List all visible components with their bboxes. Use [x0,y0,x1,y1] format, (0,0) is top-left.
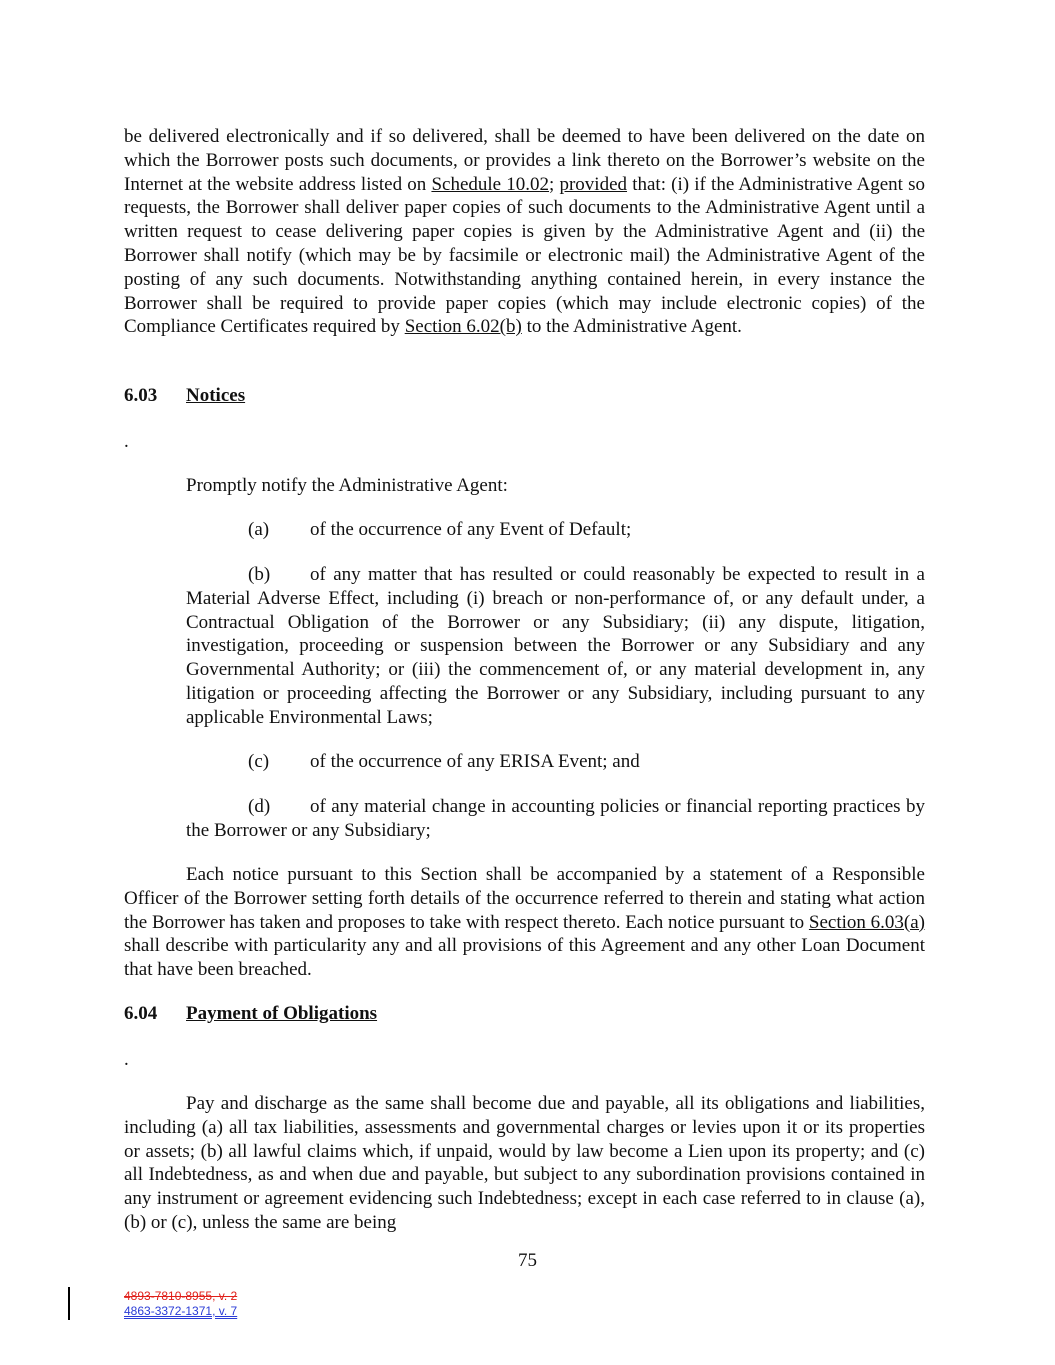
list-item-label: (d) [248,796,271,817]
inserted-document-id: 4863-3372-1371, v. 7 [124,1304,238,1318]
list-item-a [248,518,631,542]
section-title: Notices [186,385,246,406]
notices-lead-sentence: Promptly notify the Administrative Agent: [186,475,508,496]
payment-obligations-paragraph: Pay and discharge as the same shall become due and payable, all its obligations and liabilities, including (a) all tax liabilities, assessments and governmental charges or levies upon it or its properties or assets; (b) all lawful claims which, if unpaid, would by law become a Lien upon its property; and (c) all Indebtedness, as and when due and payable, but subject to any subordination provisions contained in any instrument or agreement evidencing such Indebtedness; except in each case referred to in clause (a), (b) or (c), unless the same are being [124,1093,925,1233]
section-heading-6-04 [124,1002,377,1026]
section-title: Payment of Obligations [186,1003,378,1024]
list-item-c [248,750,640,774]
section-number: 6.03 [124,385,158,406]
schedule-reference: Schedule 10.02 [431,173,550,195]
list-item-text: of any material change in accounting policies or financial reporting practices by the Borrower or any Subsidiary; [186,796,925,841]
list-item-d [186,795,925,843]
closing-text-1: Each notice pursuant to this Section shall be accompanied by a statement of a Responsible Officer of the Borrower setting forth details of the occurrence referred to therein and stating what action the Borrower has taken and proposes to take with respect thereto. Each notice pursuant to [124,864,925,933]
notices-closing-paragraph [124,863,925,982]
section-reference-602b: Section 6.02(b) [404,316,522,338]
provided-term: provided [559,173,628,195]
heading-dot: . [124,431,129,452]
intro-paragraph [124,125,925,339]
list-item-text: of any matter that has resulted or could reasonably be expected to result in a Material Adverse Effect, including (i) breach or non-performance of, or any default under, a Contractual Obligation of the Borrower or any Subsidiary; (ii) any dispute, litigation, investigation, proceeding or suspension between the Borrower or any Subsidiary and any Governmental Authority; or (iii) the commencement of, or any material development in, any litigation or proceeding affecting the Borrower or any Subsidiary, including pursuant to any applicable Environmental Laws; [186,564,925,728]
list-item-b [186,563,925,730]
list-item-label: (c) [248,751,270,772]
page-number: 75 [518,1250,537,1271]
closing-text-2: shall describe with particularity any and all provisions of this Agreement and any other Loan Document that have been breached. [124,935,925,981]
deleted-document-id: 4893-7810-8955, v. 2 [124,1289,238,1303]
section-reference-603a: Section 6.03(a) [808,911,926,933]
list-item-label: (a) [248,519,270,540]
list-item-label: (b) [248,564,271,585]
intro-text-1: be delivered electronically and if so delivered, shall be deemed to have been delivered on the date on which the Borrower posts such documents, or provides a link thereto on the Borrower’s website on the Internet at the website address listed on [124,126,925,195]
list-item-text: of the occurrence of any Event of Default; [310,519,632,540]
list-item-text: of the occurrence of any ERISA Event; and [310,751,640,772]
intro-text-4: to the Administrative Agent. [521,316,742,338]
revision-change-bar [68,1287,70,1320]
section-number: 6.04 [124,1003,158,1024]
section-heading-6-03 [124,384,245,408]
intro-text-3: that: (i) if the Administrative Agent so requests, the Borrower shall deliver paper copies of such documents to the Administrative Agent until a written request to cease delivering paper copies is given by the Administrative Agent and (ii) the Borrower shall notify (which may be by facsimile or electronic mail) the Administrative Agent of the posting of any such documents. Notwithstanding anything contained herein, in every instance the Borrower shall be required to provide paper copies (which may include electronic copies) of the Compliance Certificates required by [124,173,926,338]
heading-dot: . [124,1049,129,1070]
intro-text-2: ; [549,173,560,195]
